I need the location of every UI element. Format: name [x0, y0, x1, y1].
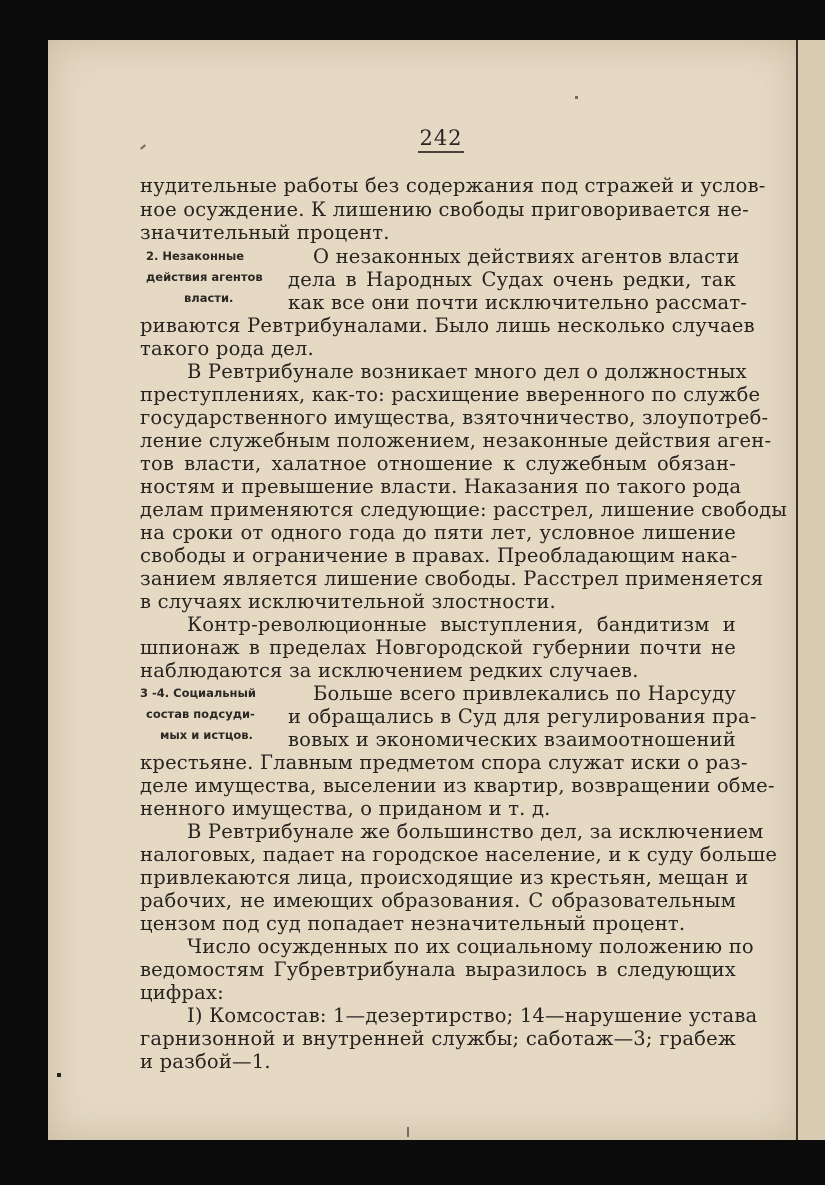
paper-speck: [407, 1127, 409, 1137]
text-line: I) Комсостав: 1—дезертирство; 14—нарушение устава: [187, 1004, 758, 1027]
page-number-underline: [418, 151, 464, 153]
text-line: Больше всего привлекались по Нарсуду: [313, 682, 736, 705]
text-line: цензом под суд попадает незначительный процент.: [140, 912, 686, 935]
paper-speck: [57, 1073, 61, 1077]
margin-note-line: 2. Незаконные: [146, 249, 245, 263]
text-line: В Ревтрибунале же большинство дел, за исключением: [187, 820, 764, 843]
margin-note-line: 3 -4. Социальный: [140, 686, 256, 700]
margin-note-illegal-actions: [146, 246, 263, 309]
margin-note-line: власти.: [184, 291, 234, 305]
text-line: как все они почти исключительно рассмат-: [288, 291, 748, 314]
text-line: ведомостям Губревтрибунала выразилось в следующих: [140, 958, 736, 981]
text-line: преступлениях, как-то: расхищение вверенного по службе: [140, 383, 761, 406]
text-line: О незаконных действиях агентов власти: [313, 245, 740, 268]
text-line: цифрах:: [140, 981, 224, 1004]
text-line: риваются Ревтрибуналами. Было лишь несколько случаев: [140, 314, 755, 337]
text-line: тов власти, халатное отношение к служебным обязан-: [140, 452, 736, 475]
text-line: дела в Народных Судах очень редки, так: [288, 268, 736, 291]
text-line: Контр-революционные выступления, бандитизм и: [187, 613, 736, 636]
text-line: деле имущества, выселении из квартир, возвращении обме-: [140, 774, 775, 797]
text-line: на сроки от одного года до пяти лет, условное лишение: [140, 521, 736, 544]
text-line: и разбой—1.: [140, 1050, 271, 1073]
text-line: в случаях исключительной злостности.: [140, 590, 556, 613]
margin-note-line: мых и истцов.: [160, 728, 253, 742]
text-line: вовых и экономических взаимоотношений: [288, 728, 736, 751]
facing-page-edge: [796, 40, 825, 1140]
text-line: государственного имущества, взяточничество, злоупотреб-: [140, 406, 769, 429]
text-line: свободы и ограничение в правах. Преобладающим нака-: [140, 544, 738, 567]
text-line: ненного имущества, о приданом и т. д.: [140, 797, 551, 820]
margin-note-line: действия агентов: [146, 270, 263, 284]
text-line: Число осужденных по их социальному положению по: [187, 935, 754, 958]
page-number: 242: [419, 126, 463, 150]
text-line: ление служебным положением, незаконные действия аген-: [140, 429, 772, 452]
text-line: гарнизонной и внутренней службы; саботаж—3; грабеж: [140, 1027, 736, 1050]
paper-speck: [575, 96, 578, 99]
text-line: привлекаются лица, происходящие из крестьян, мещан и: [140, 866, 749, 889]
text-line: ное осуждение. К лишению свободы приговоривается не-: [140, 198, 749, 221]
text-line: наблюдаются за исключением редких случаев.: [140, 659, 639, 682]
text-line: крестьяне. Главным предметом спора служат иски о раз-: [140, 751, 748, 774]
text-line: занием является лишение свободы. Расстрел применяется: [140, 567, 764, 590]
margin-note-line: состав подсуди-: [146, 707, 255, 721]
text-line: шпионаж в пределах Новгородской губернии почти не: [140, 636, 736, 659]
text-line: значительный процент.: [140, 221, 390, 244]
margin-note-social-composition: [140, 683, 256, 746]
text-line: нудительные работы без содержания под стражей и услов-: [140, 174, 766, 197]
text-line: В Ревтрибунале возникает много дел о должностных: [187, 360, 747, 383]
text-line: налоговых, падает на городское население, и к суду больше: [140, 843, 778, 866]
text-line: ностям и превышение власти. Наказания по такого рода: [140, 475, 742, 498]
text-line: и обращались в Суд для регулирования пра-: [288, 705, 757, 728]
text-line: делам применяются следующие: расстрел, лишение свободы: [140, 498, 788, 521]
text-line: рабочих, не имеющих образования. С образовательным: [140, 889, 736, 912]
text-line: такого рода дел.: [140, 337, 314, 360]
